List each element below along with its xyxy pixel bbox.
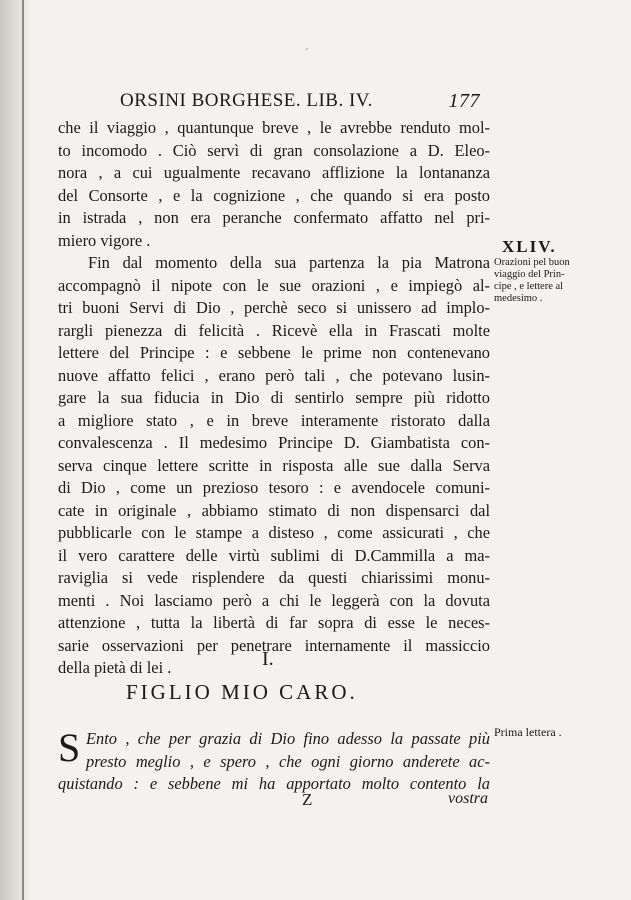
margin-note-line: viaggio del Prin-: [494, 269, 565, 280]
text-line: del Consorte , e la cognizione , che quando si era posto: [58, 185, 490, 205]
margin-section-number: XLIV.: [502, 237, 557, 256]
letter-line: quistando : e sebbene mi ha apportato molto contento la: [58, 774, 490, 793]
margin-note-line: Orazioni pel buon: [494, 257, 570, 268]
text-line: nuove affatto felici , erano però tali , che potevano lusin-: [58, 365, 490, 385]
text-line: tri buoni Servi di Dio , perchè seco si unissero ad implo-: [58, 298, 490, 317]
letter-line: Ento , che per grazia di Dio fino adesso la passate più: [86, 729, 490, 748]
letter-text: [58, 725, 490, 796]
text-line: che il viaggio , quantunque breve , le avrebbe renduto mol-: [58, 118, 490, 137]
page-number: 177: [448, 90, 480, 112]
letter-line: presto meglio , e spero , che ogni giorno anderete ac-: [86, 751, 490, 771]
letter-margin-label: Prima lettera .: [494, 725, 562, 739]
text-line: raviglia si vede risplendere da questi chiarissimi monu-: [58, 568, 490, 587]
text-line: rargli pienezza di felicità . Ricevè ella in Frascati molte: [58, 320, 490, 340]
text-line: sarie osservazioni per penetrare internamente il massiccio: [58, 635, 490, 655]
drop-cap: S: [58, 725, 81, 770]
margin-note: [494, 237, 604, 305]
paragraph-first-line: Fin dal momento della sua partenza la pia Matrona: [88, 253, 490, 272]
text-line: menti . Noi lasciamo però a chi le leggerà con la dovuta: [58, 590, 490, 610]
running-title: ORSINI BORGHESE. LIB. IV.: [120, 90, 373, 111]
margin-note-line: medesimo .: [494, 293, 543, 304]
text-line: cate in originale , abbiamo stimato di non dispensarci dal: [58, 500, 490, 520]
text-line: attenzione , tutta la libertà di far sopra di esse le neces-: [58, 613, 490, 632]
signature-mark: Z: [302, 790, 313, 809]
ink-speck: ´: [305, 48, 309, 59]
text-line: di Dio , come un prezioso tesoro : e avendocele comuni-: [58, 478, 490, 497]
text-line: gare la sua fiducia in Dio di sentirlo sempre più ridotto: [58, 388, 490, 407]
binding-gutter: [0, 0, 32, 900]
text-line: il vero carattere delle virtù sublimi di D.Cammilla a ma-: [58, 545, 490, 565]
text-line: to incomodo . Ciò servì di gran consolazione a D. Eleo-: [58, 140, 490, 160]
text-line: lettere del Principe : e sebbene le prime non contenevano: [58, 343, 490, 362]
binding-edge: [22, 0, 24, 900]
text-line: miero vigore .: [58, 230, 151, 250]
text-line: nora , a cui ugualmente recavano afflizione la lontananza: [58, 163, 490, 182]
text-line: a migliore stato , e in breve interamente ristorato dalla: [58, 410, 490, 430]
text-line: serva cinque lettere scritte in risposta alle sue dalla Serva: [58, 455, 490, 475]
text-line: in istrada , non era peranche confermato affatto nel pri-: [58, 208, 490, 227]
text-line: convalescenza . Il medesimo Principe D. Giambatista con-: [58, 433, 490, 452]
catchword: vostra: [448, 790, 488, 807]
text-line: della pietà di lei .: [58, 658, 172, 677]
letter-number: I.: [262, 648, 274, 670]
text-line: pubblicarle con le stampe a disteso , come assicurati , che: [58, 523, 490, 542]
body-text: [58, 117, 490, 680]
margin-note-line: cipe , e lettere al: [494, 281, 564, 292]
text-line: accompagnò il nipote con le sue orazioni , e impiegò al-: [58, 275, 490, 295]
letter-heading: FIGLIO MIO CARO.: [126, 680, 358, 704]
